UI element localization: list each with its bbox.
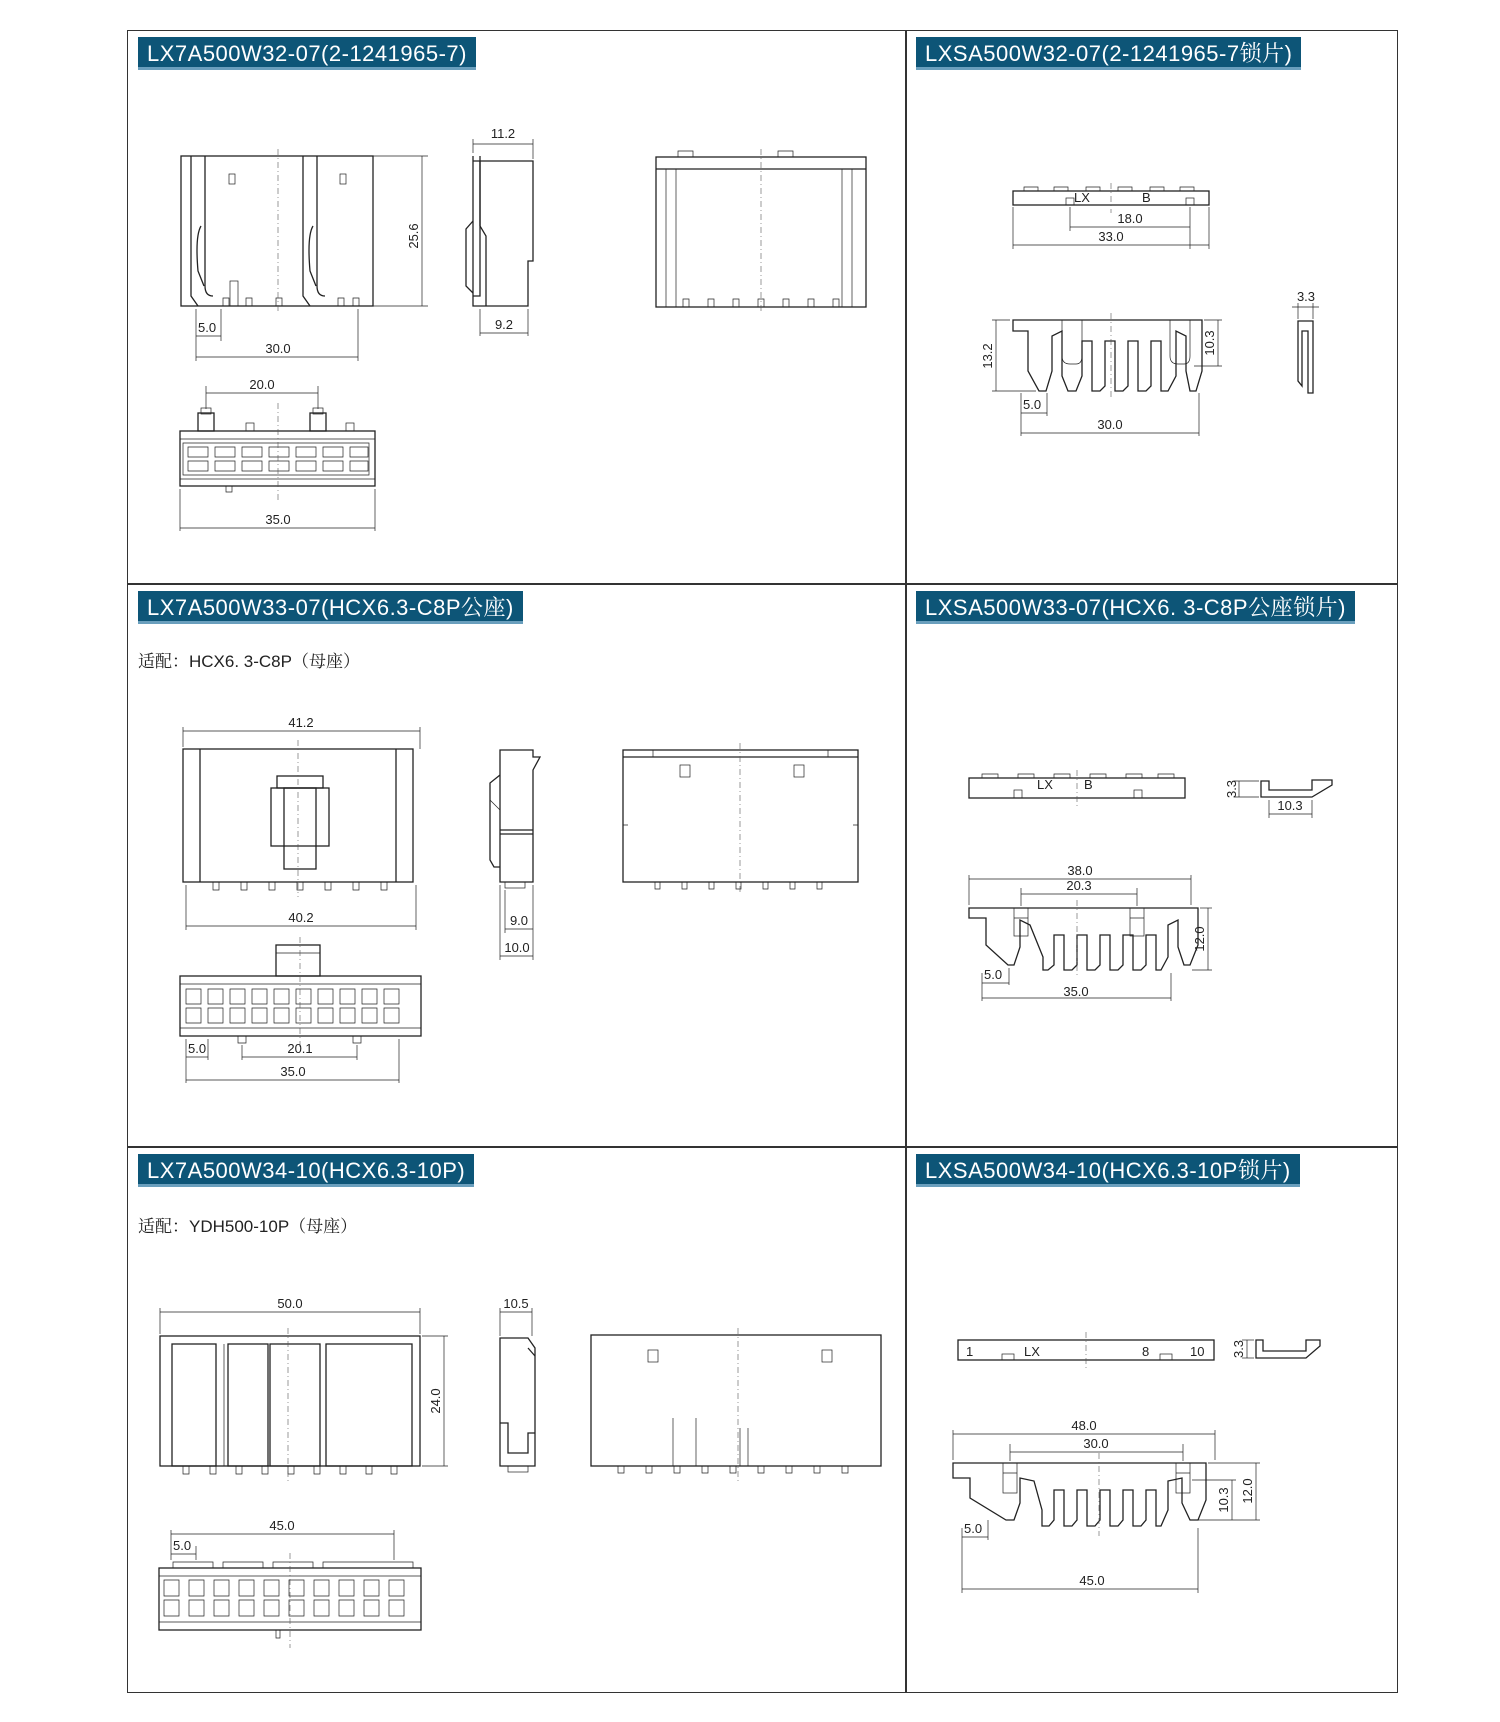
dim-depth: 10.5 [503, 1296, 529, 1311]
dim-body-depth: 9.2 [494, 317, 514, 332]
mark-lx: LX [1024, 1344, 1040, 1359]
side-view [1224, 780, 1332, 818]
mark-b: B [1084, 777, 1093, 792]
dim-overall: 35.0 [265, 512, 291, 527]
panel-lx7a500w33-07 [128, 585, 905, 1146]
panel-title: LX7A500W34-10(HCX6.3-10P) [138, 1154, 474, 1187]
compatibility-note: 适配：YDH500-10P（母座） [138, 1217, 358, 1236]
dim-width: 40.2 [288, 910, 314, 925]
dim-thickness: 3.3 [1231, 1339, 1246, 1359]
front-view [953, 1418, 1260, 1593]
mark-b: B [1142, 190, 1151, 205]
side-view [500, 1296, 535, 1472]
dim-latch-span: 20.3 [1066, 878, 1092, 893]
dim-depth: 10.0 [504, 940, 530, 955]
dim-height: 25.6 [406, 223, 421, 249]
bottom-view [180, 937, 421, 1083]
dim-overall: 33.0 [1098, 229, 1124, 244]
dim-height: 12.0 [1240, 1478, 1255, 1504]
dim-latch-span: 30.0 [1083, 1436, 1109, 1451]
rear-view [623, 743, 858, 895]
dim-thickness: 3.3 [1296, 289, 1316, 304]
dim-inner-height: 10.3 [1216, 1487, 1231, 1513]
dim-length: 10.3 [1277, 798, 1303, 813]
bottom-view [180, 377, 375, 531]
dim-overall: 50.0 [277, 1296, 303, 1311]
dim-pitch: 5.0 [964, 1521, 983, 1536]
top-view [1013, 183, 1209, 249]
dim-inner-height: 10.3 [1202, 330, 1217, 356]
panel-lxsa500w34-10 [906, 1148, 1397, 1692]
compatibility-note: 适配：HCX6. 3-C8P（母座） [138, 652, 360, 671]
front-view [980, 313, 1222, 436]
drawing-lxsa500w33-07 [906, 585, 1397, 1146]
mark-pin-1: 1 [966, 1344, 974, 1359]
dim-height: 24.0 [428, 1388, 443, 1414]
panel-lxsa500w33-07 [906, 585, 1397, 1146]
front-view [181, 149, 428, 361]
dim-thickness: 3.3 [1224, 779, 1239, 799]
side-view [490, 750, 540, 960]
rear-view [591, 1328, 881, 1483]
panel-lxsa500w32-07 [906, 31, 1397, 583]
side-view [1292, 289, 1319, 393]
dim-height: 12.0 [1192, 926, 1207, 952]
drawing-lxsa500w32-07 [906, 31, 1397, 583]
dim-body-depth: 9.0 [509, 913, 529, 928]
panel-title: LX7A500W32-07(2-1241965-7) [138, 37, 476, 70]
panel-title: LXSA500W33-07(HCX6. 3-C8P公座锁片) [916, 591, 1355, 624]
side-view [466, 126, 533, 336]
dim-height: 13.2 [980, 343, 995, 369]
dim-width: 30.0 [1097, 417, 1123, 432]
dim-latch-span: 20.0 [249, 377, 275, 392]
mark-lx: LX [1037, 777, 1053, 792]
rear-view [656, 149, 866, 314]
panel-title: LXSA500W34-10(HCX6.3-10P锁片) [916, 1154, 1300, 1187]
dim-inner: 18.0 [1117, 211, 1143, 226]
dim-pitch: 5.0 [198, 320, 217, 335]
drawing-lx7a500w33-07 [128, 585, 905, 1146]
dim-pitch: 5.0 [1023, 397, 1042, 412]
panel-lx7a500w32-07 [128, 31, 905, 583]
front-view [969, 863, 1212, 1001]
dim-overall: 41.2 [288, 715, 314, 730]
drawing-lx7a500w32-07 [128, 31, 905, 583]
dim-overall: 48.0 [1071, 1418, 1097, 1433]
panel-title: LXSA500W32-07(2-1241965-7锁片) [916, 37, 1301, 70]
dim-width: 35.0 [280, 1064, 306, 1079]
dim-depth: 11.2 [490, 126, 516, 141]
mark-lx: LX [1074, 190, 1090, 205]
mark-pin-10: 10 [1190, 1344, 1205, 1359]
drawing-lx7a500w34-10 [128, 1148, 905, 1692]
dim-width: 30.0 [265, 341, 291, 356]
dim-width: 35.0 [1063, 984, 1089, 999]
panel-title: LX7A500W33-07(HCX6.3-C8P公座) [138, 591, 523, 624]
side-view [1231, 1340, 1320, 1358]
bottom-view [159, 1518, 421, 1648]
dim-width: 45.0 [1079, 1573, 1105, 1588]
top-view [969, 770, 1185, 806]
panel-lx7a500w34-10 [128, 1148, 905, 1692]
front-view [183, 715, 420, 930]
dim-overall: 38.0 [1067, 863, 1093, 878]
dim-pitch: 5.0 [984, 967, 1003, 982]
dim-width: 45.0 [269, 1518, 295, 1533]
dim-pitch: 5.0 [173, 1538, 192, 1553]
mark-pin-8: 8 [1142, 1344, 1150, 1359]
front-view [160, 1296, 448, 1483]
top-view [958, 1332, 1214, 1368]
drawing-lxsa500w34-10 [906, 1148, 1397, 1692]
dim-latch-span: 20.1 [287, 1041, 313, 1056]
dim-pitch: 5.0 [188, 1041, 207, 1056]
